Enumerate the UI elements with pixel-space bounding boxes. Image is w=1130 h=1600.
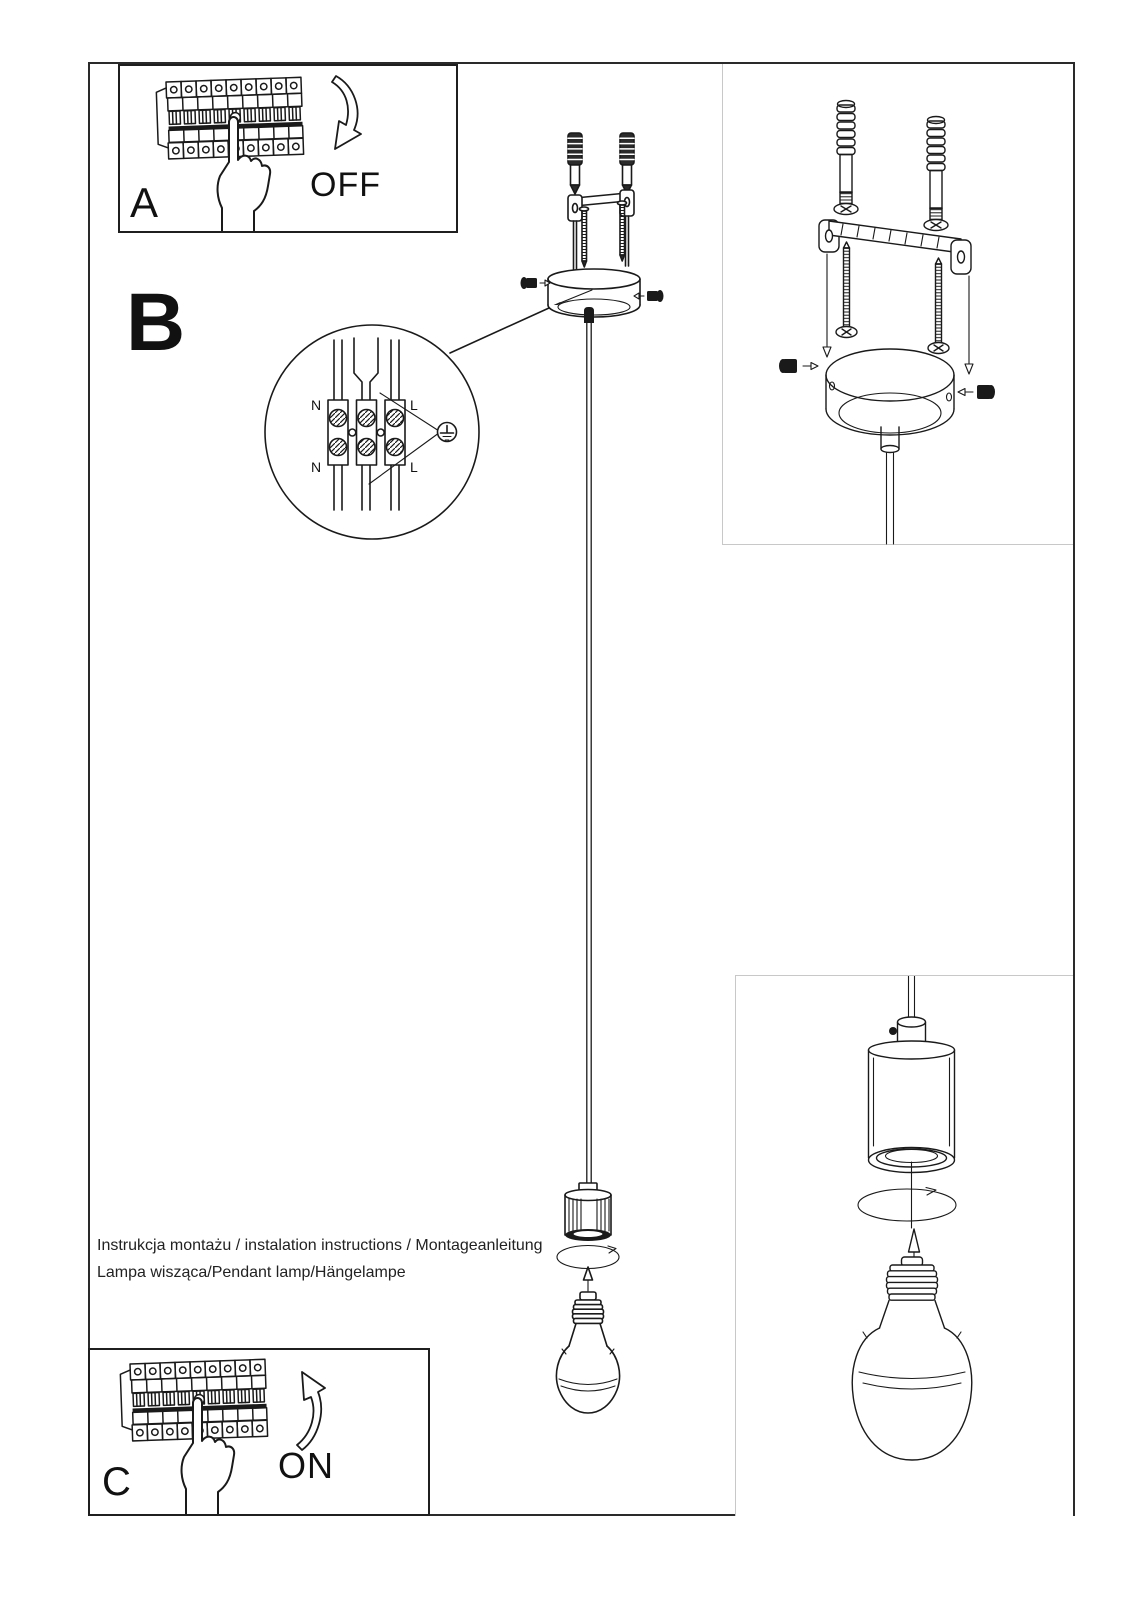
step-c-letter: C [102,1460,131,1504]
side-screw-icon [634,290,664,302]
cable-grommet [584,307,594,323]
insert-arrow-icon [584,1267,593,1291]
fixing-screw-icon [928,258,949,354]
light-bulb [556,1292,619,1413]
ceiling-mount-detail-panel [722,64,1073,545]
arrow-down-icon [332,76,361,149]
terminal-block [328,400,405,465]
terminal-label-l-top: L [410,397,418,413]
instructions-note [97,1232,543,1286]
bulb-detail-panel [735,975,1073,1516]
suspension-cable [909,976,915,1018]
step-b-letter: B [126,277,186,368]
bulb-mounting-illustration [736,976,1074,1517]
ground-symbol-icon [438,423,457,442]
breaker-on-illustration [90,1350,428,1514]
breaker-off-illustration [120,66,456,231]
terminal-label-n-top: N [311,397,322,413]
suspension-cable [587,323,591,1185]
ceiling-canopy [548,269,640,317]
side-screw-icon [521,277,551,289]
ceiling-canopy [826,349,954,453]
locking-ring [557,1246,619,1269]
insert-arrow-icon [909,1229,920,1260]
locking-ring [858,1188,956,1222]
power-off-label: OFF [310,166,381,204]
arrow-up-icon [297,1372,325,1450]
side-screw-icon [958,385,995,399]
wall-anchor-icon [620,133,634,194]
instructions-line-1: Instrukcja montażu / instalation instructions / Montageanleitung [97,1237,543,1254]
wall-anchor-icon [568,133,582,194]
mounting-bracket [819,220,971,274]
instructions-line-2: Lampa wisząca/Pendant lamp/Hängelampe [97,1264,406,1281]
step-c-box [88,1348,430,1516]
terminal-label-l-bottom: L [410,459,418,475]
wall-anchor-icon [834,101,858,215]
power-on-label: ON [278,1445,334,1486]
fixing-screw-icon [836,242,857,338]
ceiling-mount-exploded-illustration [723,64,1074,545]
lamp-holder [869,1041,955,1173]
light-bulb [852,1257,971,1460]
step-a-box [118,64,458,233]
lamp-holder [565,1183,611,1241]
fixing-screw-icon [618,201,627,261]
side-screw-icon [779,359,818,373]
suspension-cable [887,452,894,544]
terminal-label-n-bottom: N [311,459,322,475]
wall-anchor-icon [924,117,948,231]
step-a-letter: A [130,179,159,226]
